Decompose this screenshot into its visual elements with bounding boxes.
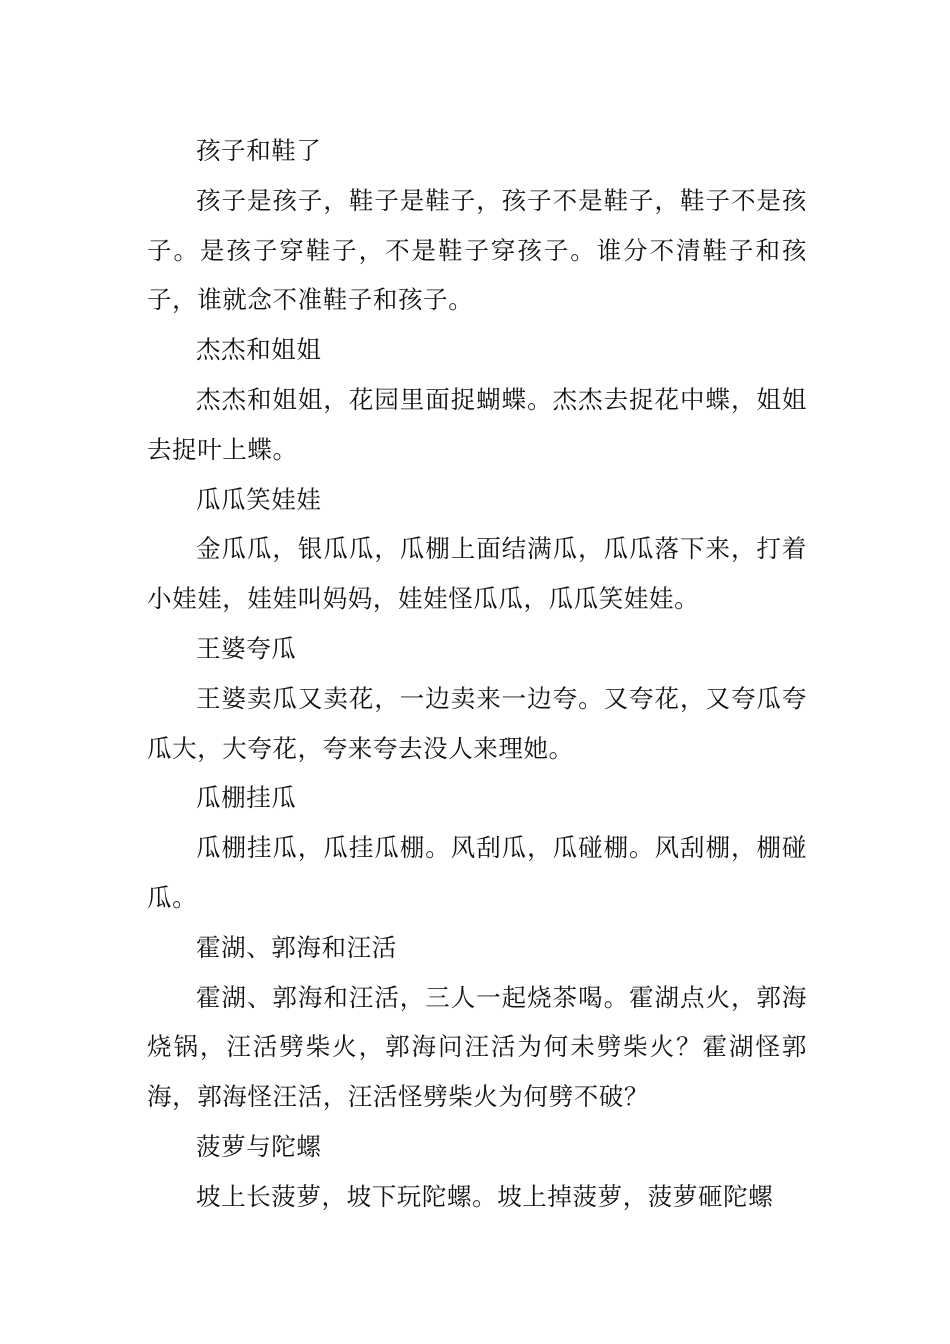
section-body: 孩子是孩子，鞋子是鞋子，孩子不是鞋子，鞋子不是孩子。是孩子穿鞋子，不是鞋子穿孩子。谁分不清鞋子和孩子，谁就念不准鞋子和孩子。	[147, 185, 807, 315]
section-body: 瓜棚挂瓜，瓜挂瓜棚。风刮瓜，瓜碰棚。风刮棚，棚碰瓜。	[147, 833, 807, 912]
section-body: 霍湖、郭海和汪活，三人一起烧茶喝。霍湖点火，郭海烧锅，汪活劈柴火，郭海问汪活为何未劈柴火？霍湖怪郭海，郭海怪汪活，汪活怪劈柴火为何劈不破？	[147, 982, 807, 1112]
section-title: 瓜棚挂瓜	[196, 783, 297, 813]
section-guapeng-guagua	[147, 773, 807, 922]
section-title: 菠萝与陀螺	[196, 1131, 322, 1161]
section-title: 瓜瓜笑娃娃	[196, 484, 322, 514]
section-wangpo-kuagua	[147, 624, 807, 773]
section-title: 王婆夸瓜	[196, 633, 297, 663]
section-boluo-tuoluo	[147, 1122, 807, 1222]
section-huohu-guohai-wanghuo	[147, 923, 807, 1122]
section-body: 王婆卖瓜又卖花，一边卖来一边夸。又夸花，又夸瓜夸瓜大，大夸花，夸来夸去没人来理她。	[147, 683, 807, 763]
section-guagua-wawa	[147, 475, 807, 624]
section-body: 坡上长菠萝，坡下玩陀螺。坡上掉菠萝，菠萝砸陀螺	[196, 1181, 774, 1211]
section-haizi-xiezi	[147, 126, 807, 325]
section-body: 杰杰和姐姐，花园里面捉蝴蝶。杰杰去捉花中蝶，姐姐去捉叶上蝶。	[147, 384, 807, 464]
section-body: 金瓜瓜，银瓜瓜，瓜棚上面结满瓜，瓜瓜落下来，打着小娃娃，娃娃叫妈妈，娃娃怪瓜瓜，瓜瓜笑娃娃。	[147, 534, 807, 614]
section-title: 霍湖、郭海和汪活	[196, 932, 397, 962]
document-page	[147, 126, 807, 1222]
section-title: 杰杰和姐姐	[196, 335, 322, 365]
section-title: 孩子和鞋了	[196, 136, 322, 165]
section-jiejie-jiejie	[147, 325, 807, 474]
